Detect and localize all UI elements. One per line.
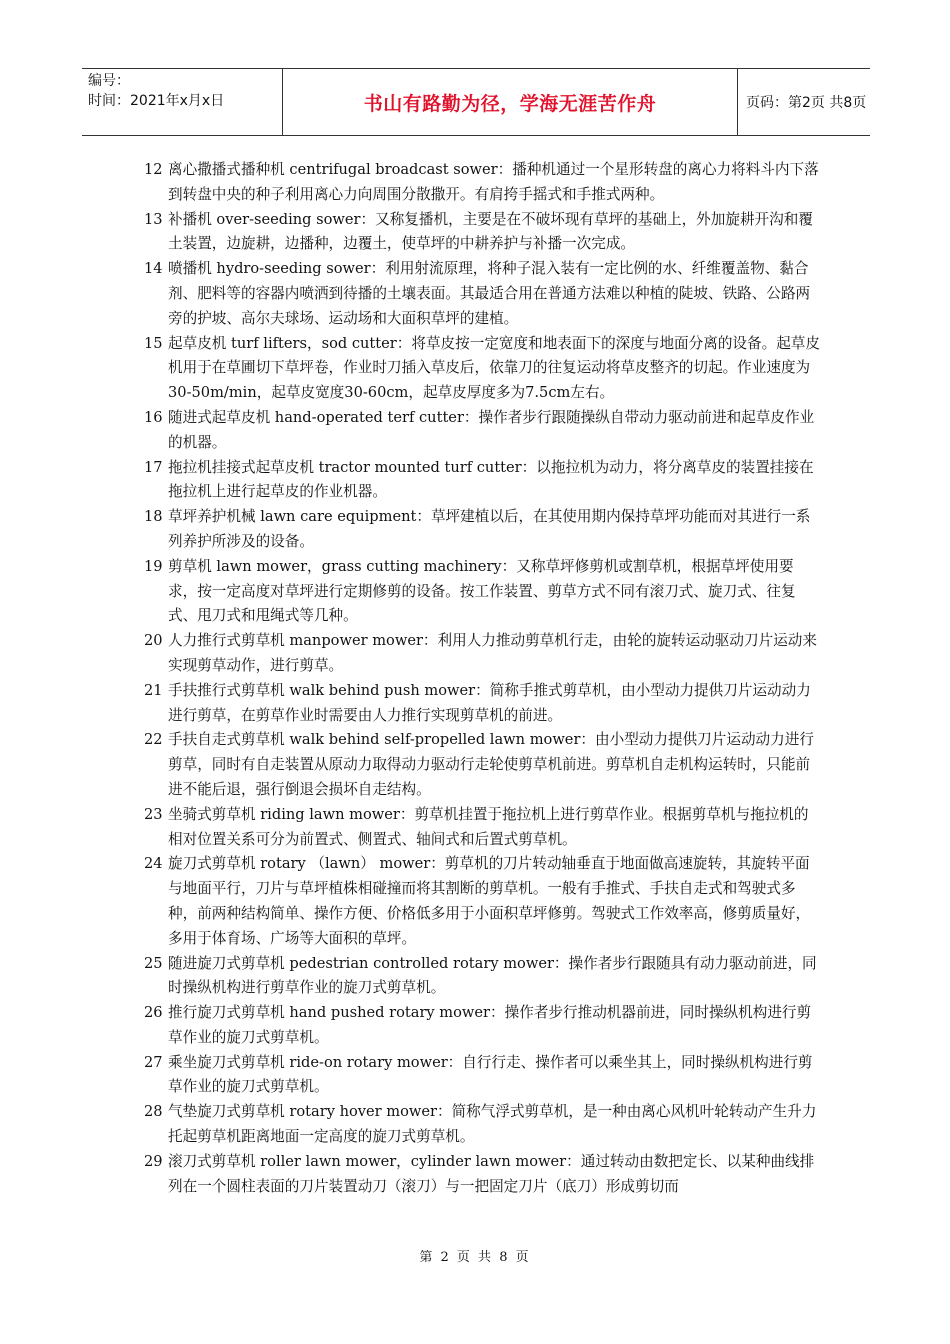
header-motto: 书山有路勤为径，学海无涯苦作舟	[363, 92, 657, 115]
entry-text: 喷播机 hydro-seeding sower：利用射流原理，将种子混入装有一定比例的水、纤维覆盖物、黏合剂、肥料等的容器内喷洒到待播的土壤表面。其最适合用在普通方法难以种植的陡坡、铁路、公路两旁的护坡、高尔夫球场、运动场和大面积草坪的建植。	[168, 260, 811, 327]
header-motto-cell	[282, 69, 738, 135]
glossary-entry	[144, 555, 820, 629]
entry-text: 乘坐旋刀式剪草机 ride-on rotary mower：自行行走、操作者可以乘坐其上，同时操纵机构进行剪草作业的旋刀式剪草机。	[168, 1053, 813, 1096]
entry-text: 随进式起草皮机 hand-operated terf cutter：操作者步行跟随操纵自带动力驱动前进和起草皮作业的机器。	[168, 408, 815, 451]
glossary-content	[144, 158, 820, 1199]
entry-number: 12	[144, 161, 163, 178]
entry-text: 起草皮机 turf lifters，sod cutter：将草皮按一定宽度和地表面下的深度与地面分离的设备。起草皮机用于在草圃切下草坪卷，作业时刀插入草皮后，依靠刀的往复运动将草皮整齐的切起。作业速度为30-50m/min，起草皮宽度30-60cm，起草皮厚度多为7.5cm左右。	[168, 334, 820, 402]
glossary-entry	[144, 1150, 820, 1200]
document-number-label: 编号：	[88, 73, 130, 89]
entry-text: 离心撒播式播种机 centrifugal broadcast sower：播种机通过一个星形转盘的离心力将料斗内下落到转盘中央的种子利用离心力向周围分散撒开。有肩挎手摇式和手推式两种。	[168, 161, 819, 203]
entry-number: 15	[144, 334, 163, 352]
glossary-entry	[144, 332, 820, 406]
entry-text: 推行旋刀式剪草机 hand pushed rotary mower：操作者步行推动机器前进，同时操纵机构进行剪草作业的旋刀式剪草机。	[168, 1004, 812, 1046]
glossary-entry	[144, 629, 820, 679]
entry-text: 坐骑式剪草机 riding lawn mower：剪草机挂置于拖拉机上进行剪草作业。根据剪草机与拖拉机的相对位置关系可分为前置式、侧置式、轴间式和后置式剪草机。	[168, 805, 809, 848]
entry-number: 29	[144, 1152, 163, 1170]
entry-number: 23	[144, 805, 163, 823]
entry-text: 随进旋刀式剪草机 pedestrian controlled rotary mower：操作者步行跟随具有动力驱动前进，同时操纵机构进行剪草作业的旋刀式剪草机。	[168, 954, 817, 997]
entry-text: 手扶自走式剪草机 walk behind self-propelled lawn mower：由小型动力提供刀片运动动力进行剪草，同时有自走装置从原动力取得动力驱动行走轮使剪草机前进。剪草机自走机构运转时，只能前进不能后退，强行倒退会损坏自走结构。	[168, 731, 814, 798]
glossary-entry	[144, 158, 820, 208]
entry-text: 人力推行式剪草机 manpower mower：利用人力推动剪草机行走，由轮的旋转运动驱动刀片运动来实现剪草动作，进行剪草。	[168, 632, 817, 674]
entry-text: 补播机 over-seeding sower：又称复播机，主要是在不破坏现有草坪的基础上，外加旋耕开沟和覆土装置，边旋耕，边播种，边覆土，使草坪的中耕养护与补播一次完成。	[168, 210, 813, 253]
glossary-entry	[144, 679, 820, 729]
header-page-cell	[738, 69, 870, 135]
entry-number: 21	[144, 681, 163, 699]
glossary-entry	[144, 257, 820, 331]
page-footer: 第 2 页 共 8 页	[419, 1250, 531, 1265]
entry-number: 26	[144, 1004, 163, 1022]
entry-text: 草坪养护机械 lawn care equipment：草坪建植以后，在其使用期内保持草坪功能而对其进行一系列养护所涉及的设备。	[168, 508, 811, 550]
glossary-entry	[144, 952, 820, 1002]
entry-number: 22	[144, 731, 163, 749]
entry-number: 25	[144, 954, 163, 972]
entry-number: 14	[144, 260, 163, 278]
glossary-entry	[144, 406, 820, 456]
page-header	[82, 68, 870, 136]
entry-text: 滚刀式剪草机 roller lawn mower，cylinder lawn mower：通过转动由数把定长、以某种曲线排列在一个圆柱表面的刀片装置动刀（滚刀）与一把固定刀片（底刀）形成剪切而	[168, 1152, 815, 1195]
glossary-entry	[144, 456, 820, 506]
entry-number: 27	[144, 1053, 163, 1071]
glossary-entry	[144, 1100, 820, 1150]
header-meta	[82, 69, 282, 135]
entry-text: 气垫旋刀式剪草机 rotary hover mower：简称气浮式剪草机，是一种由离心风机叶轮转动产生升力托起剪草机距离地面一定高度的旋刀式剪草机。	[168, 1103, 817, 1146]
entry-number: 13	[144, 210, 163, 228]
glossary-entry	[144, 852, 820, 951]
glossary-entry	[144, 208, 820, 258]
entry-text: 拖拉机挂接式起草皮机 tractor mounted turf cutter：以拖拉机为动力，将分离草皮的装置挂接在拖拉机上进行起草皮的作业机器。	[168, 458, 814, 501]
entry-text: 旋刀式剪草机 rotary （lawn） mower：剪草机的刀片转动轴垂直于地面做高速旋转，其旋转平面与地面平行，刀片与草坪植株相碰撞而将其割断的剪草机。一般有手推式、手扶自走式和驾驶式多种，前两种结构简单、操作方便、价格低多用于小面积草坪修剪。驾驶式工作效率高，修剪质量好，多用于体育场、广场等大面积的草坪。	[168, 855, 811, 947]
glossary-entry	[144, 1001, 820, 1051]
entry-number: 18	[144, 508, 163, 526]
entry-number: 24	[144, 855, 163, 873]
glossary-entry	[144, 505, 820, 555]
glossary-entry	[144, 803, 820, 853]
entry-text: 剪草机 lawn mower，grass cutting machinery：又称草坪修剪机或割草机，根据草坪使用要求，按一定高度对草坪进行定期修剪的设备。按工作装置、剪草方式不同有滚刀式、旋刀式、往复式、甩刀式和甩绳式等几种。	[168, 557, 796, 625]
entry-number: 20	[144, 632, 163, 650]
header-page-info: 页码：第2页 共8页	[746, 95, 867, 111]
entry-number: 28	[144, 1103, 163, 1121]
entry-text: 手扶推行式剪草机 walk behind push mower：简称手推式剪草机，由小型动力提供刀片运动动力进行剪草，在剪草作业时需要由人力推行实现剪草机的前进。	[168, 681, 811, 724]
entry-number: 16	[144, 408, 163, 426]
glossary-entry	[144, 728, 820, 802]
document-date-label: 时间：2021年x月x日	[88, 93, 225, 109]
entry-number: 19	[144, 557, 163, 575]
entry-number: 17	[144, 458, 163, 476]
glossary-entry	[144, 1051, 820, 1101]
